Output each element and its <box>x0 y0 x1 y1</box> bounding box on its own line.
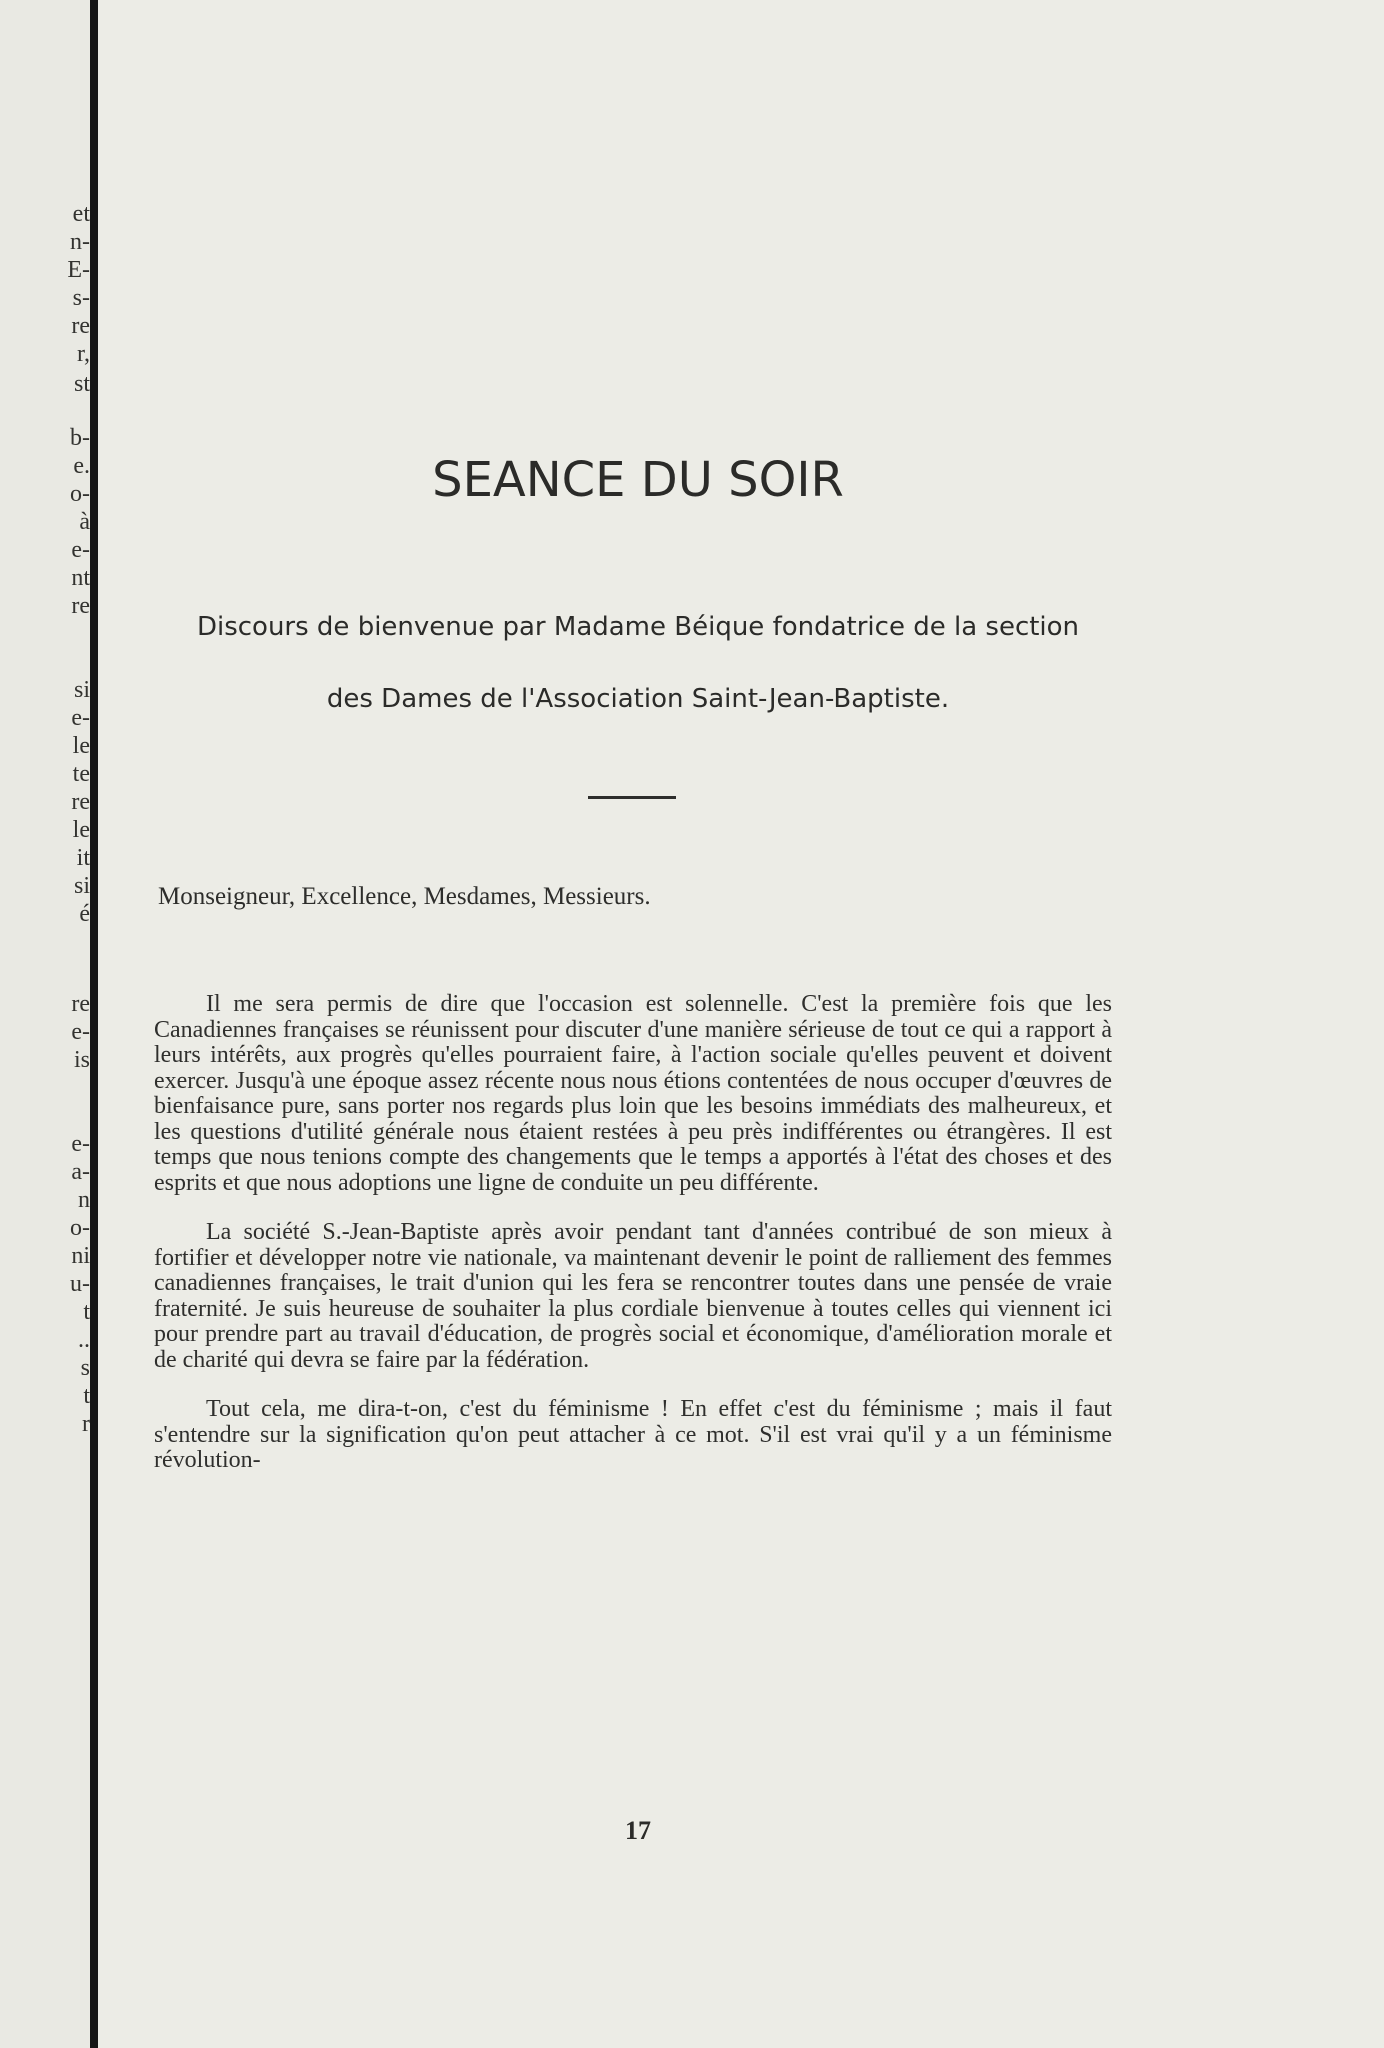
paragraph: Il me sera permis de dire que l'occasion est solennelle. C'est la première fois que les Canadiennes françaises se réunissent pour discuter d'une manière sérieuse de tout ce qui a rapport à leurs intérêts, aux progrès qu'elles pourraient faire, à l'action sociale qu'elles peuvent et doivent exercer. Jusqu'à une époque assez récente nous nous étions contentées de nous occuper d'œuvres de bienfaisance pure, sans porter nos regards plus loin que les besoins immédiats des malheureux, et les questions d'utilité générale nous étaient restées à peu près indifférentes ou étrangères. Il est temps que nous tenions compte des changements que le temps a apportés à l'état des choses et des esprits et que nous adoptions une ligne de conduite un peu différente. <box>154 991 1112 1196</box>
previous-page-fragment: e- <box>71 537 90 563</box>
previous-page-fragment: r <box>82 1411 90 1437</box>
previous-page-fragment: b- <box>70 425 90 451</box>
previous-page-fragment: is <box>73 1047 90 1073</box>
page-number: 17 <box>625 1816 651 1845</box>
previous-page-fragment: é <box>79 901 90 927</box>
previous-page-fragment: e- <box>71 705 90 731</box>
paragraph: La société S.-Jean-Baptiste après avoir pendant tant d'années contribué de son mieux à fortifier et développer notre vie nationale, va maintenant devenir le point de ralliement des femmes canadiennes françaises, le trait d'union qui les fera se rencontrer toutes dans une pensée de vraie fraternité. Je suis heureuse de souhaiter la plus cordiale bienvenue à toutes celles qui viennent ici pour prendre part au travail d'éducation, de progrès social et économique, d'amélioration morale et de charité qui devra se faire par la fédération. <box>154 1219 1112 1373</box>
previous-page-fragment: n- <box>70 229 90 255</box>
previous-page-fragment: le <box>72 817 90 843</box>
previous-page-fragment: u- <box>70 1271 90 1297</box>
previous-page-fragment: re <box>71 789 90 815</box>
salutation: Monseigneur, Excellence, Mesdames, Messieurs. <box>158 883 651 910</box>
previous-page-fragment: e- <box>71 1019 90 1045</box>
previous-page-fragment: re <box>71 991 90 1017</box>
previous-page-text-fragments <box>0 0 90 2048</box>
previous-page-fragment: it <box>76 845 90 871</box>
previous-page-fragment: a- <box>71 1159 90 1185</box>
previous-page-fragment: .. <box>78 1327 90 1353</box>
previous-page-fragment: le <box>72 733 90 759</box>
book-spine <box>90 0 98 2048</box>
previous-page-fragment: o- <box>70 1215 90 1241</box>
previous-page-fragment: s <box>80 1355 90 1381</box>
previous-page-fragment: à <box>79 509 90 535</box>
previous-page-fragment: te <box>72 761 90 787</box>
previous-page-fragment: s- <box>72 285 90 311</box>
previous-page-fragment: re <box>71 313 90 339</box>
previous-page-fragment: si <box>73 873 90 899</box>
speech-body <box>154 992 1112 1498</box>
previous-page-edge <box>0 0 90 2048</box>
previous-page-fragment: t <box>83 1383 90 1409</box>
previous-page-fragment: o- <box>70 481 90 507</box>
paragraph: Tout cela, me dira-t-on, c'est du féminisme ! En effet c'est du féminisme ; mais il faut s'entendre sur la signification qu'on peut attacher à ce mot. S'il est vrai qu'il y a un féminisme révolution- <box>154 1396 1112 1473</box>
previous-page-fragment: e. <box>73 453 90 479</box>
previous-page-fragment: si <box>73 677 90 703</box>
previous-page-fragment: r, <box>76 341 90 367</box>
section-divider <box>588 796 676 799</box>
previous-page-fragment: et <box>72 201 90 227</box>
previous-page-fragment: st <box>73 371 90 397</box>
page-title: SEANCE DU SOIR <box>432 452 844 508</box>
previous-page-fragment: e- <box>71 1131 90 1157</box>
previous-page-fragment: nt <box>71 565 90 591</box>
previous-page-fragment: E- <box>67 257 90 283</box>
previous-page-fragment: ni <box>71 1243 90 1269</box>
previous-page-fragment: re <box>71 593 90 619</box>
subtitle-line-2: des Dames de l'Association Saint-Jean-Baptiste. <box>326 684 950 714</box>
previous-page-fragment: n <box>78 1187 90 1213</box>
subtitle-line-1: Discours de bienvenue par Madame Béique fondatrice de la section <box>196 612 1080 642</box>
document-page <box>98 0 1384 2048</box>
previous-page-fragment: t <box>83 1299 90 1325</box>
